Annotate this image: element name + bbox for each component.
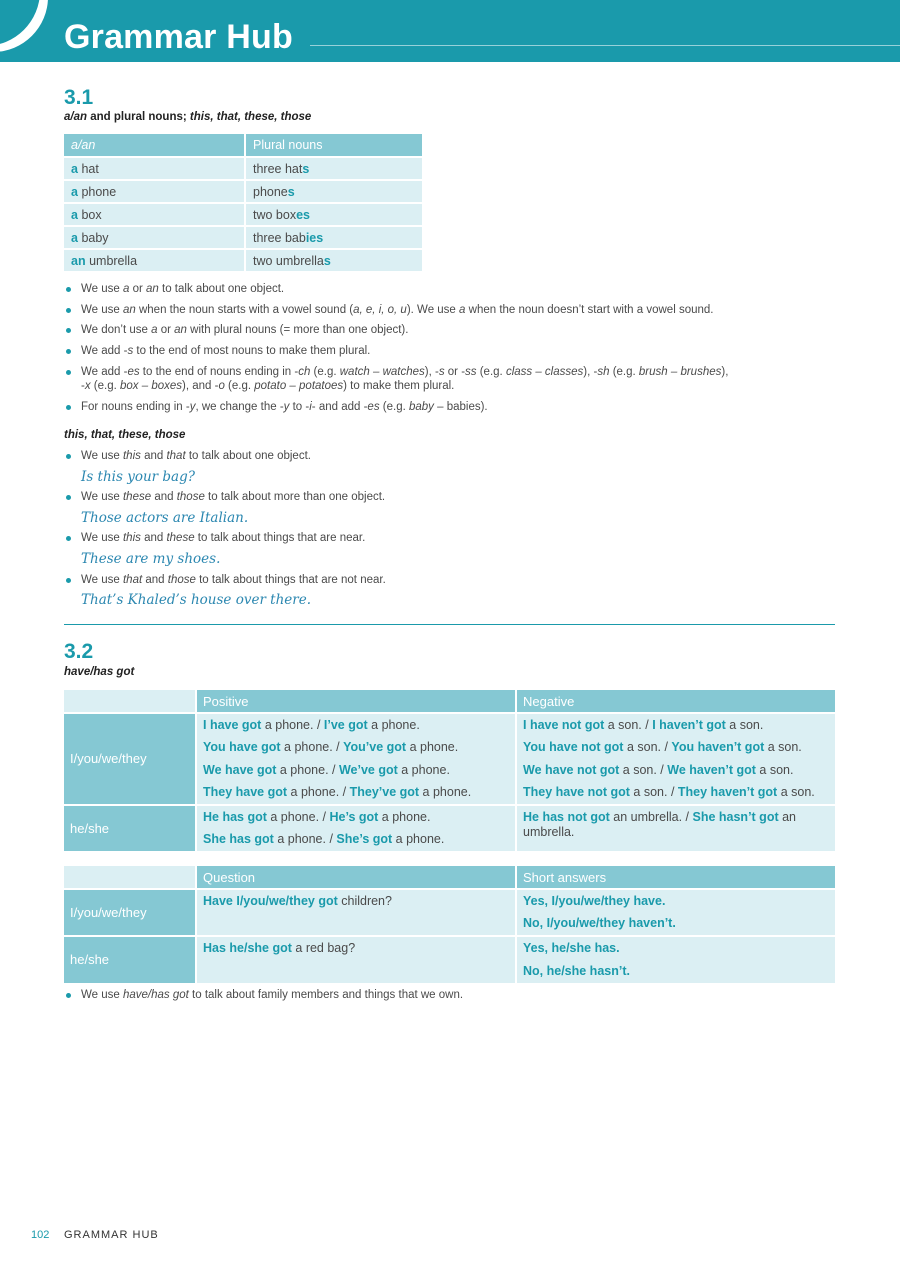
- articles-plural-table: [62, 132, 424, 273]
- table-header-positive: Positive: [197, 690, 515, 712]
- table-row: [64, 806, 835, 851]
- table-row: [64, 227, 422, 248]
- table-header-question: Question: [197, 866, 515, 888]
- table-row: [64, 937, 835, 982]
- rule-text: We use these and those to talk about more than one object.: [81, 491, 386, 504]
- subject-label: I/you/we/they: [64, 890, 195, 935]
- rule-text: We use that and those to talk about things that are not near.: [81, 573, 386, 586]
- positive-sentence: We have got a phone. / We’ve got a phone.: [203, 762, 450, 777]
- list-item: We use have/has got to talk about family members and things that we own.: [64, 988, 824, 1003]
- short-answer: Yes, he/she has.: [523, 941, 620, 956]
- plural-cell: [246, 158, 422, 179]
- singular-cell: [64, 158, 244, 179]
- section-subtitle-3-2: have/has got: [64, 666, 135, 678]
- short-answer: No, I/you/we/they haven’t.: [523, 916, 676, 931]
- table-header-negative: Negative: [517, 690, 835, 712]
- table-row: [64, 890, 835, 935]
- subject-label: he/she: [64, 937, 195, 982]
- table-row: [64, 158, 422, 179]
- section-divider: [64, 624, 835, 625]
- question-cell: [197, 937, 515, 982]
- demonstratives-title: this, that, these, those: [64, 429, 186, 441]
- section-subtitle-3-1: [64, 111, 311, 123]
- list-item: [64, 449, 824, 484]
- noun-text: umbrella: [89, 253, 138, 268]
- table-row: [64, 714, 835, 804]
- table-row: [64, 204, 422, 225]
- plural-base-text: phone: [253, 184, 288, 199]
- plural-base-text: two box: [253, 207, 297, 222]
- list-item: We use a or an to talk about one object.: [64, 282, 824, 297]
- subtitle-part-c: this, that, these, those: [189, 111, 312, 123]
- negative-sentence: We have not got a son. / We haven’t got a son.: [523, 762, 794, 777]
- article-text: a: [71, 207, 78, 222]
- positive-cell: [197, 806, 515, 851]
- table-header-row: [64, 134, 422, 156]
- positive-sentence: He has got a phone. / He’s got a phone.: [203, 809, 431, 824]
- footer-label: GRAMMAR HUB: [64, 1229, 159, 1241]
- positive-cell: [197, 714, 515, 804]
- plural-cell: [246, 227, 422, 248]
- negative-sentence: I have not got a son. / I haven’t got a son.: [523, 718, 764, 732]
- singular-cell: [64, 181, 244, 202]
- answers-cell: [517, 937, 835, 982]
- table-row: [64, 250, 422, 271]
- have-got-question-table: [62, 864, 837, 985]
- positive-sentence: I have got a phone. / I’ve got a phone.: [203, 718, 420, 732]
- short-answer: Yes, I/you/we/they have.: [523, 894, 666, 908]
- negative-cell: [517, 806, 835, 851]
- noun-text: phone: [81, 184, 117, 199]
- plural-ending-text: s: [287, 184, 295, 199]
- plural-ending-text: s: [323, 253, 331, 268]
- short-answer: No, he/she hasn’t.: [523, 963, 630, 978]
- question-sentence: Have I/you/we/they got children?: [203, 894, 392, 908]
- subtitle-part-a: a/an: [64, 111, 88, 123]
- table-header-plural: Plural nouns: [246, 134, 422, 156]
- table-header-blank: [64, 690, 195, 712]
- noun-text: box: [81, 207, 102, 222]
- section-number-3-1: 3.1: [64, 86, 94, 109]
- example-sentence: Is this your bag?: [81, 468, 195, 485]
- question-sentence: Has he/she got a red bag?: [203, 941, 356, 956]
- positive-sentence: You have got a phone. / You’ve got a phone.: [203, 740, 459, 755]
- plural-ending-text: es: [296, 207, 310, 222]
- plural-ending-text: ies: [305, 230, 324, 245]
- banner-rule: [310, 45, 900, 46]
- positive-sentence: She has got a phone. / She’s got a phone.: [203, 832, 445, 847]
- header-banner: [0, 0, 900, 62]
- list-item: [64, 531, 824, 566]
- have-got-positive-negative-table: [62, 688, 837, 853]
- subject-label: I/you/we/they: [64, 714, 195, 804]
- demonstratives-list: [64, 449, 824, 614]
- example-sentence: That’s Khaled’s house over there.: [81, 592, 312, 609]
- rule-text: We use this and that to talk about one object.: [81, 450, 311, 462]
- plural-cell: [246, 204, 422, 225]
- list-item: We use an when the noun starts with a vowel sound (a, e, i, o, u). We use a when the noun doesn’t start with a vowel sound.: [64, 303, 824, 318]
- negative-cell: [517, 714, 835, 804]
- subtitle-part-b: and plural nouns;: [90, 111, 187, 123]
- table-row: [64, 181, 422, 202]
- plural-cell: [246, 250, 422, 271]
- example-sentence: These are my shoes.: [81, 550, 221, 567]
- list-item: We don’t use a or an with plural nouns (= more than one object).: [64, 323, 824, 338]
- plural-base-text: three bab: [253, 230, 306, 245]
- negative-sentence: He has not got an umbrella. / She hasn’t got an umbrella.: [523, 809, 797, 839]
- page-number: 102: [31, 1229, 50, 1241]
- list-item: We add -es to the end of nouns ending in -ch (e.g. watch – watches), -s or -ss (e.g. class – classes), -sh (e.g. brush – brushes), -x (e.g. box – boxes), and -o (e.g. potato – potatoes) to make them plural.: [64, 365, 824, 394]
- table-header-row: [64, 690, 835, 712]
- article-text: a: [71, 230, 78, 245]
- plural-cell: [246, 181, 422, 202]
- singular-cell: [64, 204, 244, 225]
- page-title: Grammar Hub: [64, 18, 293, 56]
- singular-cell: [64, 250, 244, 271]
- have-got-note-list: [64, 988, 824, 1009]
- section-number-3-2: 3.2: [64, 640, 94, 663]
- list-item: [64, 490, 824, 525]
- plural-base-text: three hat: [253, 161, 303, 176]
- answers-cell: [517, 890, 835, 935]
- noun-text: baby: [81, 230, 109, 245]
- list-item: We add -s to the end of most nouns to make them plural.: [64, 344, 824, 359]
- negative-sentence: They have not got a son. / They haven’t got a son.: [523, 784, 815, 799]
- positive-sentence: They have got a phone. / They’ve got a phone.: [203, 784, 472, 799]
- singular-cell: [64, 227, 244, 248]
- plural-base-text: two umbrella: [253, 253, 324, 268]
- article-text: a: [71, 161, 78, 176]
- table-header-row: [64, 866, 835, 888]
- plural-ending-text: s: [302, 161, 310, 176]
- table-header-a-an: a/an: [64, 134, 244, 156]
- noun-text: hat: [81, 161, 99, 176]
- rule-text: We use this and these to talk about things that are near.: [81, 532, 366, 545]
- question-cell: [197, 890, 515, 935]
- negative-sentence: You have not got a son. / You haven’t got a son.: [523, 740, 802, 755]
- table-header-blank: [64, 866, 195, 888]
- article-text: a: [71, 184, 78, 199]
- plural-rules-list: [64, 282, 824, 421]
- article-text: an: [71, 253, 86, 268]
- list-item: For nouns ending in -y, we change the -y to -i- and add -es (e.g. baby – babies).: [64, 400, 824, 415]
- example-sentence: Those actors are Italian.: [81, 509, 249, 526]
- table-header-short-answers: Short answers: [517, 866, 835, 888]
- subject-label: he/she: [64, 806, 195, 851]
- list-item: [64, 573, 824, 608]
